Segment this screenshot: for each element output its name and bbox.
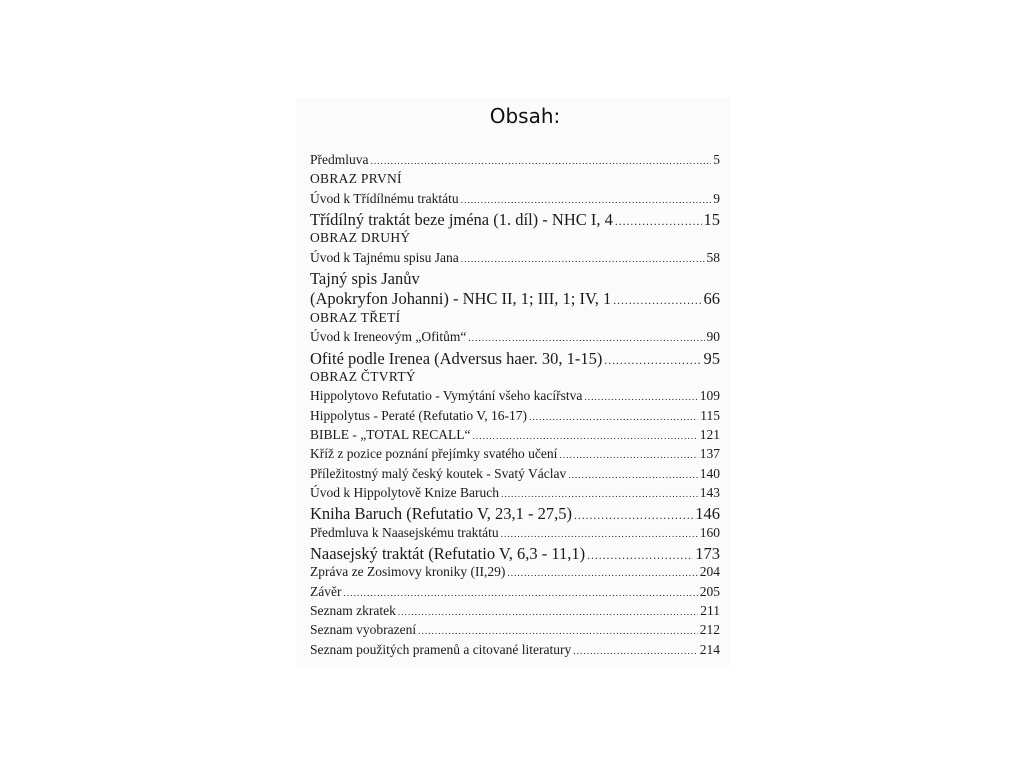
toc-page-number: 140 [699, 465, 720, 481]
toc-entry-label: Úvod k Ireneovým „Ofitům“ [310, 329, 467, 345]
toc-entry [310, 466, 720, 485]
toc-entry [310, 152, 720, 171]
dot-leader [371, 157, 712, 167]
toc-entry-label: (Apokryfon Johanni) - NHC II, 1; III, 1; IV, 1 [310, 289, 612, 309]
dot-leader [398, 608, 698, 618]
toc-entry [310, 269, 720, 290]
toc-entry-label: Kniha Baruch (Refutatio V, 23,1 - 27,5) [310, 504, 572, 524]
toc-entry-label: Úvod k Tajnému spisu Jana [310, 249, 459, 265]
toc-entry [310, 603, 720, 622]
toc-entry [310, 408, 720, 427]
toc-page-number: 58 [706, 249, 720, 265]
toc-entry-label: Ofité podle Irenea (Adversus haer. 30, 1-15) [310, 348, 603, 368]
dot-leader [573, 647, 697, 657]
dot-leader [343, 589, 697, 599]
toc-entry-label: Kříž z pozice poznání přejímky svatého učení [310, 446, 558, 462]
toc-section-heading [310, 230, 720, 249]
toc-page-number: 143 [699, 484, 720, 500]
toc-page-number: 95 [703, 348, 720, 368]
toc-entry-label: Naasejský traktát (Refutatio V, 6,3 - 11,1) [310, 543, 586, 563]
dot-leader [473, 432, 698, 442]
toc-entry [310, 349, 720, 370]
toc-entry-label: OBRAZ ČTVRTÝ [310, 369, 416, 385]
dot-leader [418, 627, 698, 637]
toc-page-number: 173 [695, 543, 720, 563]
dot-leader [604, 355, 701, 367]
toc-entry [310, 210, 720, 231]
dot-leader [559, 451, 697, 461]
dot-leader [587, 550, 693, 562]
toc-entry-label: Hippolytovo Refutatio - Vymýtání všeho kacířstva [310, 388, 583, 404]
toc-entry [310, 250, 720, 269]
toc-entry-label: Předmluva [310, 152, 369, 167]
toc-entry-label: Hippolytus - Peraté (Refutatio V, 16-17) [310, 407, 527, 423]
toc-entry-label: BIBLE - „TOTAL RECALL“ [310, 426, 471, 442]
toc-entry-label: OBRAZ DRUHÝ [310, 230, 411, 246]
dot-leader [501, 530, 698, 540]
toc-section-heading [310, 310, 720, 329]
toc-entry [310, 544, 720, 565]
toc-entry-label: Předmluva k Naasejskému traktátu [310, 524, 499, 540]
toc-section-heading [310, 369, 720, 388]
dot-leader [507, 569, 697, 579]
dot-leader [613, 295, 701, 307]
dot-leader [574, 510, 693, 522]
toc-entry [310, 525, 720, 544]
toc-entry-label: Seznam použitých pramenů a citované literatury [310, 641, 572, 657]
dot-leader [615, 216, 702, 228]
toc-page-number: 211 [700, 603, 720, 619]
toc-page-number: 160 [699, 524, 720, 540]
toc-entry-label: Příležitostný malý český koutek - Svatý Václav [310, 465, 567, 481]
toc-entry [310, 427, 720, 446]
toc-entry [310, 388, 720, 407]
toc-entry-label: Tajný spis Janův [310, 268, 420, 288]
toc-page-number: 115 [700, 407, 720, 423]
toc-page-number: 9 [713, 190, 720, 206]
dot-leader [461, 255, 705, 265]
toc-entry [310, 329, 720, 348]
toc-page-number: 137 [699, 446, 720, 462]
toc-page-number: 15 [703, 209, 720, 229]
toc-entry [310, 584, 720, 603]
toc-page-number: 146 [695, 504, 720, 524]
toc-entry [310, 485, 720, 504]
toc-entry-label: Úvod k Třídílnému traktátu [310, 190, 459, 206]
toc-section-heading [310, 171, 720, 190]
table-of-contents [310, 152, 720, 661]
toc-entry-label: Seznam vyobrazení [310, 622, 417, 638]
page-title: Obsah: [489, 104, 561, 128]
toc-entry-label: Seznam zkratek [310, 603, 396, 619]
dot-leader [529, 413, 698, 423]
toc-page-number: 90 [706, 329, 720, 345]
dot-leader [568, 471, 698, 481]
dot-leader [461, 196, 712, 206]
dot-leader [468, 334, 704, 344]
toc-page-number: 121 [699, 426, 720, 442]
toc-entry [310, 289, 720, 310]
dot-leader [501, 490, 698, 500]
toc-page-number: 214 [699, 641, 720, 657]
toc-page-number: 66 [703, 289, 720, 309]
toc-entry-label: Závěr [310, 583, 342, 599]
toc-entry [310, 504, 720, 525]
toc-page-number: 212 [699, 622, 720, 638]
toc-entry [310, 642, 720, 661]
toc-page-number: 5 [713, 152, 720, 167]
toc-entry-label: OBRAZ PRVNÍ [310, 171, 402, 187]
toc-entry [310, 191, 720, 210]
toc-page-number: 205 [699, 583, 720, 599]
toc-entry [310, 622, 720, 641]
dot-leader [584, 393, 697, 403]
toc-entry-label: Zpráva ze Zosimovy kroniky (II,29) [310, 564, 506, 580]
toc-page-number: 109 [699, 388, 720, 404]
toc-entry-label: OBRAZ TŘETÍ [310, 309, 401, 325]
toc-entry [310, 564, 720, 583]
toc-entry-label: Třídílný traktát beze jména (1. díl) - NHC I, 4 [310, 209, 613, 229]
toc-page-number: 204 [699, 564, 720, 580]
toc-entry [310, 446, 720, 465]
toc-entry-label: Úvod k Hippolytově Knize Baruch [310, 484, 499, 500]
document-page [296, 98, 730, 668]
